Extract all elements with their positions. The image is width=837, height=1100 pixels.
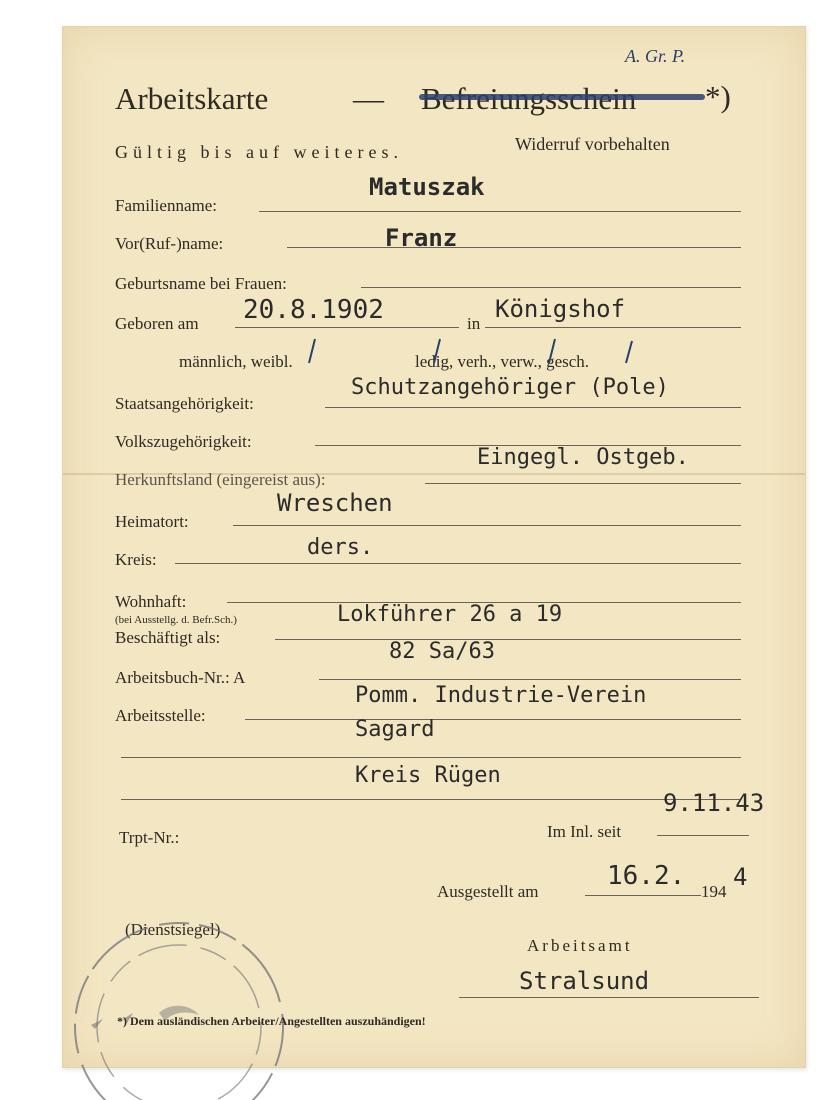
value-staatsangehoerigkeit: Schutzangehöriger (Pole): [351, 375, 669, 400]
label-beschaeftigt-als: Beschäftigt als:: [115, 628, 221, 647]
value-arbeitsamt: Stralsund: [519, 967, 650, 995]
value-volkszugehoerigkeit: Eingegl. Ostgeb.: [477, 445, 689, 470]
field-line: [657, 835, 749, 836]
field-line: [233, 525, 741, 526]
footer-note: *) Dem ausländischen Arbeiter/Angestellten auszuhändigen!: [117, 1014, 426, 1028]
field-line: [319, 679, 741, 680]
footnote-mark: *): [705, 79, 731, 114]
value-beruf: Lokführer 26 a 19: [337, 602, 563, 627]
value-vorname: Franz: [385, 224, 458, 252]
card-title: Arbeitskarte: [115, 81, 269, 116]
label-trpt-nr: Trpt-Nr.:: [119, 828, 180, 847]
strike-mark: [309, 339, 315, 363]
field-line: [245, 719, 741, 720]
label-familienname: Familienname:: [115, 196, 217, 215]
label-arbeitsamt: Arbeitsamt: [527, 936, 633, 955]
value-geburtsdatum: 20.8.1902: [243, 295, 384, 325]
label-ausgestellt-am: Ausgestellt am: [437, 882, 539, 901]
label-volkszugehoerigkeit: Volkszugehörigkeit:: [115, 432, 252, 451]
marital-options: ledig, verh., verw., gesch.: [415, 352, 590, 371]
field-line: [585, 895, 701, 896]
label-in: in: [467, 314, 481, 333]
revocation-text: Widerruf vorbehalten: [515, 134, 670, 154]
label-year-prefix: 194: [701, 882, 727, 901]
label-arbeitsbuch-nr: Arbeitsbuch-Nr.: A: [115, 668, 246, 687]
label-herkunftsland: Herkunftsland (eingereist aus):: [115, 470, 326, 489]
value-arbeitsbuch-nr: 82 Sa/63: [389, 639, 495, 664]
value-im-inl-seit: 9.11.43: [663, 789, 765, 817]
value-arbeitsstelle-2: Sagard: [355, 717, 435, 742]
title-dash: —: [353, 81, 384, 116]
label-dienstsiegel: (Dienstsiegel): [125, 920, 221, 939]
field-line: [175, 563, 741, 564]
value-kreis: ders.: [307, 535, 374, 560]
value-geburtsort: Königshof: [495, 295, 626, 323]
field-line: [459, 997, 759, 998]
ink-strokes: [63, 27, 805, 427]
label-im-inl-seit: Im Inl. seit: [547, 822, 622, 841]
label-kreis: Kreis:: [115, 550, 157, 569]
reference-mark: A. Gr. P.: [625, 46, 686, 66]
value-year-digit: 4: [733, 863, 748, 891]
label-wohnhaft: Wohnhaft:: [115, 592, 187, 611]
value-heimatort: Wreschen: [277, 489, 393, 517]
official-stamp: [69, 933, 289, 1073]
value-arbeitsstelle-3: Kreis Rügen: [355, 763, 501, 788]
field-line: [275, 639, 741, 640]
field-line: [325, 407, 741, 408]
value-ausgestellt-tag: 16.2.: [607, 861, 686, 891]
work-card: [62, 26, 806, 1068]
label-arbeitsstelle: Arbeitsstelle:: [115, 706, 206, 725]
value-arbeitsstelle-1: Pomm. Industrie-Verein: [355, 683, 647, 708]
label-geburtsname: Geburtsname bei Frauen:: [115, 274, 287, 293]
strike-mark: [626, 341, 632, 363]
field-line: [121, 757, 741, 758]
field-line: [121, 799, 741, 800]
label-heimatort: Heimatort:: [115, 512, 189, 531]
label-vorname: Vor(Ruf-)name:: [115, 234, 224, 253]
wohnhaft-note: (bei Ausstellg. d. Befr.Sch.): [115, 614, 237, 626]
strike-mark: [434, 339, 440, 363]
label-geboren-am: Geboren am: [115, 314, 199, 333]
value-familienname: Matuszak: [369, 173, 485, 201]
sex-options: männlich, weibl.: [179, 352, 293, 371]
field-line: [425, 483, 741, 484]
label-staatsangehoerigkeit: Staatsangehörigkeit:: [115, 394, 254, 413]
strike-mark: [549, 339, 555, 363]
validity-text: Gültig bis auf weiteres.: [115, 142, 403, 162]
